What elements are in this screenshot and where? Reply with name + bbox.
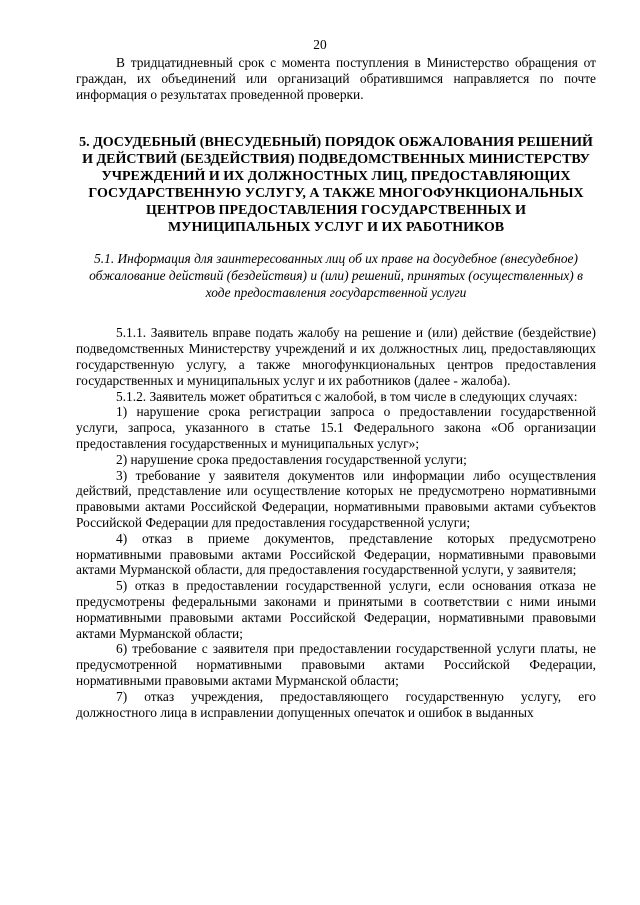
- section-heading: 5. ДОСУДЕБНЫЙ (ВНЕСУДЕБНЫЙ) ПОРЯДОК ОБЖАЛОВАНИЯ РЕШЕНИЙ И ДЕЙСТВИЙ (БЕЗДЕЙСТВИЯ) ПОДВЕДОМСТВЕННЫХ МИНИСТЕРСТВУ УЧРЕЖДЕНИЙ И ИХ ДОЛЖНОСТНЫХ ЛИЦ, ПРЕДОСТАВЛЯЮЩИХ ГОСУДАРСТВЕННУЮ УСЛУГУ, А ТАКЖЕ МНОГОФУНКЦИОНАЛЬНЫХ ЦЕНТРОВ ПРЕДОСТАВЛЕНИЯ ГОСУДАРСТВЕННЫХ И МУНИЦИПАЛЬНЫХ УСЛУГ И ИХ РАБОТНИКОВ: [79, 135, 593, 236]
- list-item-5: 5) отказ в предоставлении государственной услуги, если основания отказа не предусмотрены федеральными законами и принятыми в соответствии с ними иными нормативными правовыми актами Российской Федерации, нормативными правовыми актами Мурманской области;: [76, 578, 596, 641]
- paragraph-5-1-2: 5.1.2. Заявитель может обратиться с жалобой, в том числе в следующих случаях:: [116, 388, 578, 404]
- list-item-3: 3) требование у заявителя документов или информации либо осуществления действий, представление или осуществление которых не предусмотрено нормативными правовыми актами Российской Федерации, нормативными правовыми актами субъектов Российской Федерации для предоставления государственной услуги;: [76, 467, 596, 530]
- list-item-6: 6) требование с заявителя при предоставлении государственной услуги платы, не предусмотренной нормативными правовыми актами Российской Федерации, нормативными правовыми актами Мурманской области;: [76, 641, 596, 688]
- list-item-7: 7) отказ учреждения, предоставляющего государственную услугу, его должностного лица в исправлении допущенных опечаток и ошибок в выданных: [76, 688, 596, 720]
- body-paragraphs: [76, 325, 596, 720]
- subsection-heading: 5.1. Информация для заинтересованных лиц об их праве на досудебное (внесудебное) обжалование действий (бездействия) и (или) решений, принятых (осуществленных) в ходе предоставления государственной услуги: [89, 251, 583, 301]
- page-content: [76, 55, 596, 720]
- intro-paragraph: В тридцатидневный срок с момента поступления в Министерство обращения от граждан, их объединений или организаций обратившимся направляется по почте информация о результатах проведенной проверки.: [76, 55, 596, 102]
- paragraph-5-1-1: 5.1.1. Заявитель вправе подать жалобу на решение и (или) действие (бездействие) подведомственных Министерству учреждений и их должностных лиц, предоставляющих государственную услугу, а также многофункциональных центров предоставления государственных и муниципальных услуг и их работников (далее - жалоба).: [76, 325, 596, 388]
- list-item-4: 4) отказ в приеме документов, представление которых предусмотрено нормативными правовыми актами Российской Федерации, нормативными правовыми актами Мурманской области, для предоставления государственной услуги, у заявителя;: [76, 530, 596, 578]
- list-item-1: 1) нарушение срока регистрации запроса о предоставлении государственной услуги, запроса, указанного в статье 15.1 Федерального закона «Об организации предоставления государственных и муниципальных услуг»;: [76, 404, 596, 451]
- list-item-2: 2) нарушение срока предоставления государственной услуги;: [116, 451, 467, 467]
- page-number: 20: [313, 37, 327, 52]
